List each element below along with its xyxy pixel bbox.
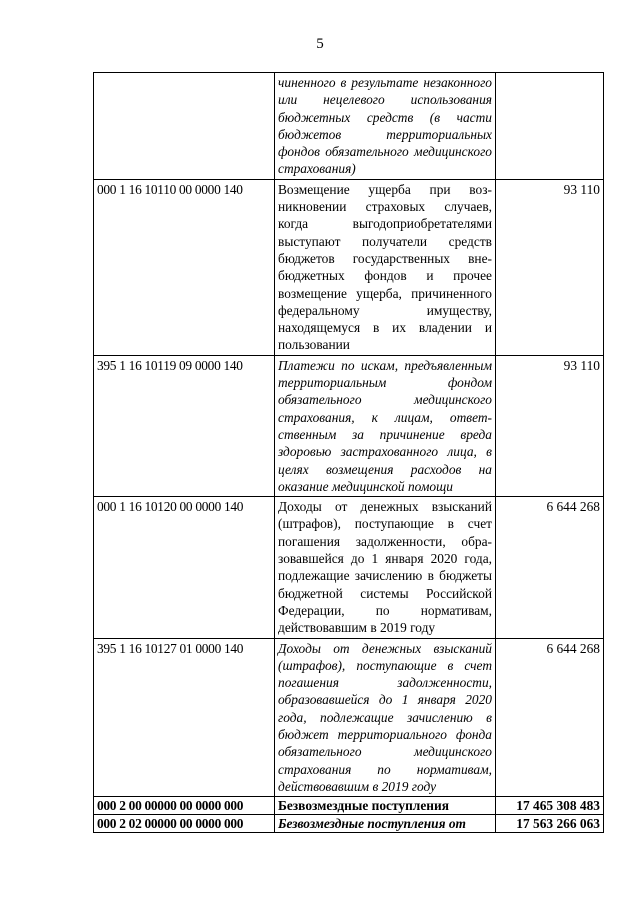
amount-cell: 93 110 <box>496 355 604 496</box>
budget-revenue-table <box>93 72 604 833</box>
revenue-name-cell: Доходы от денежных взысканий (штрафов), поступающие в счет погашения задолженности, образовавшейся до 1 января 2020 года, подлежащие зачислению в бюджет территориального фонда обязательного медицинского страхования по нормативам, действовавшим в 2019 году <box>275 638 496 797</box>
budget-code-cell <box>94 73 275 180</box>
revenue-name-cell: Доходы от денежных взысканий (штрафов), поступающие в счет погашения задолженности, образовавшейся до 1 января 2020 года, подлежащие зачислению в бюджеты бюджетной системы Российской Федерации, по нормативам, действовавшим в 2019 году <box>275 497 496 638</box>
budget-code-cell: 000 1 16 10120 00 0000 140 <box>94 497 275 638</box>
amount-cell <box>496 73 604 180</box>
table-row <box>94 179 604 355</box>
amount-cell: 17 563 266 063 <box>496 815 604 833</box>
revenue-name-cell: Безвозмездные поступления <box>275 797 496 815</box>
page-number: 5 <box>316 36 324 52</box>
budget-code-cell: 000 2 00 00000 00 0000 000 <box>94 797 275 815</box>
table-row <box>94 355 604 496</box>
budget-code-cell: 000 1 16 10110 00 0000 140 <box>94 179 275 355</box>
amount-cell: 17 465 308 483 <box>496 797 604 815</box>
amount-cell: 6 644 268 <box>496 497 604 638</box>
table-row-total <box>94 797 604 815</box>
budget-code-cell: 000 2 02 00000 00 0000 000 <box>94 815 275 833</box>
revenue-name-cell: Возмещение ущерба при возникновении страховых случаев, когда выгодоприобретателями выступают получатели средств бюджетов государственных внебюджетных фондов и прочее возмещение ущерба, причиненного федеральному имуществу, находящемуся в их владении и пользовании <box>275 179 496 355</box>
revenue-name-cell: Платежи по искам, предъявленным территориальным фондом обязательного медицинского страхования, к лицам, ответственным за причинение вреда здоровью застрахованного лица, в целях возмещения расходов на оказание медицинской помощи <box>275 355 496 496</box>
table-row <box>94 497 604 638</box>
table-row-total <box>94 815 604 833</box>
amount-cell: 93 110 <box>496 179 604 355</box>
revenue-name-cell: Безвозмездные поступления от <box>275 815 496 833</box>
table-row <box>94 638 604 797</box>
table-row <box>94 73 604 180</box>
budget-code-cell: 395 1 16 10127 01 0000 140 <box>94 638 275 797</box>
budget-code-cell: 395 1 16 10119 09 0000 140 <box>94 355 275 496</box>
amount-cell: 6 644 268 <box>496 638 604 797</box>
revenue-name-cell: чиненного в результате незаконного или нецелевого использования бюджетных средств (в части бюджетов территориальных фондов обязательного медицинского страхования) <box>275 73 496 180</box>
